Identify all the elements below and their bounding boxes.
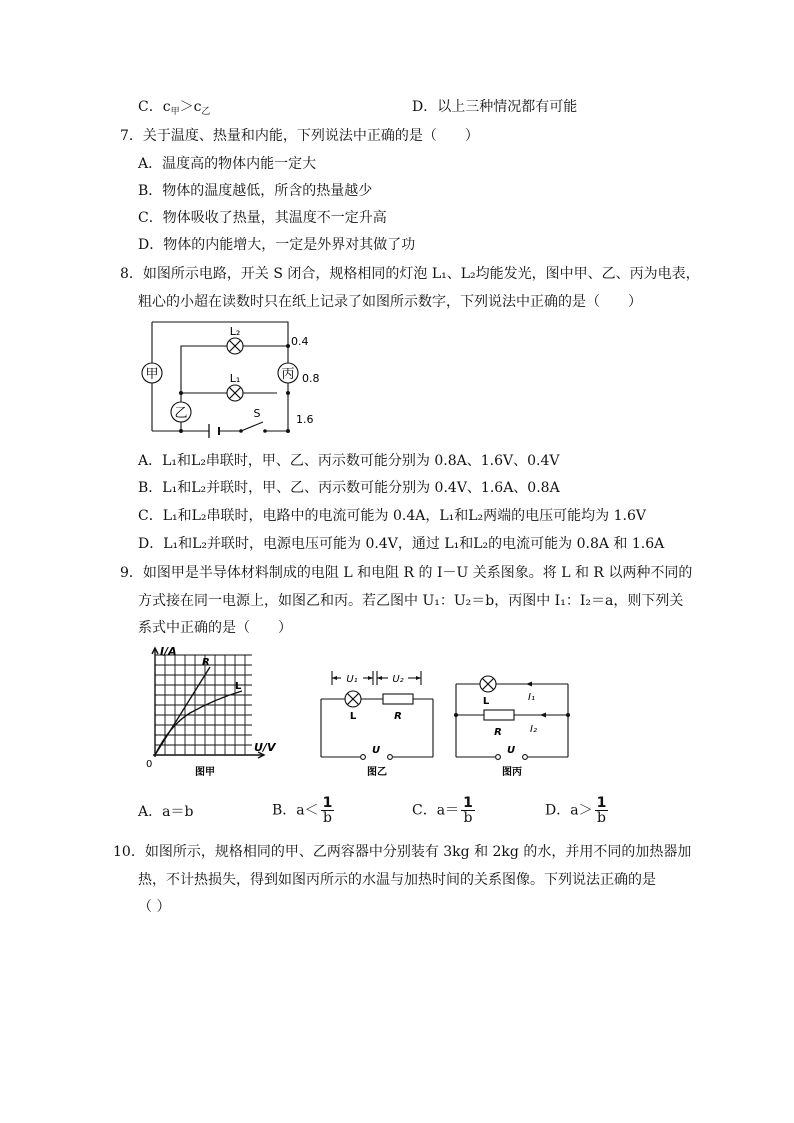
q10-stem-line3: （ ） (138, 899, 171, 915)
series-u-label: U (371, 745, 381, 756)
q7-option-c: C．物体吸收了热量，其温度不一定升高 (138, 210, 387, 226)
q7-option-d: D．物体的内能增大，一定是外界对其做了功 (138, 237, 416, 253)
series-caption: 图乙 (367, 767, 387, 778)
reading-0-4: 0.4 (291, 335, 309, 348)
meter-bing-label: 丙 (281, 367, 295, 382)
q6-option-c: C．$c_甲>c_乙$ (138, 99, 211, 117)
q8-option-c: C．L₁和L₂串联时，电路中的电流可能为 0.4A，L₁和L₂两端的电压可能均为 1.6V (138, 508, 646, 524)
graph-jia-caption: 图甲 (195, 767, 215, 778)
q9-option-d: D．a＞ $\frac{1}{b}$ (545, 795, 607, 826)
curve-l-label: L (235, 681, 242, 692)
graph-xlabel: U/V (254, 741, 276, 754)
reading-1-6: 1.6 (296, 413, 314, 426)
q7-option-b: B．物体的温度越低，所含的热量越少 (138, 183, 373, 199)
meter-yi-label: 乙 (174, 406, 188, 421)
curve-r-label: R (202, 657, 210, 668)
series-l-label: L (349, 711, 357, 722)
q6-option-d: D．以上三种情况都有可能 (412, 99, 578, 115)
parallel-i1-label: I₁ (528, 692, 535, 703)
q9-stem-line1: 9．如图甲是半导体材料制成的电阻 L 和电阻 R 的 I－U 关系图象。将 L 和 R 以两种不同的 (120, 565, 693, 581)
q9-option-c: C．a＝ $\frac{1}{b}$ (412, 795, 473, 826)
graph-ylabel: I/A (160, 645, 177, 658)
fraction-1-over-b: $\frac{1}{b}$ (596, 795, 607, 826)
q7-stem: 7．关于温度、热量和内能，下列说法中正确的是（ ） (120, 128, 479, 144)
q9-stem-line2: 方式接在同一电源上，如图乙和丙。若乙图中 U₁：U₂＝b，丙图中 I₁：I₂＝a，则下列关 (138, 593, 684, 609)
switch-label: S (253, 407, 261, 420)
parallel-r-label: R (494, 727, 502, 738)
q8-circuit-figure (135, 315, 335, 440)
series-u2-label: U₂ (392, 674, 404, 685)
lamp-l2-label: L₂ (229, 325, 241, 338)
q9-option-b: B．a＜ $\frac{1}{b}$ (272, 795, 333, 826)
q7-option-a: A．温度高的物体内能一定大 (138, 156, 317, 172)
q8-option-a: A．L₁和L₂串联时，甲、乙、丙示数可能分别为 0.8A、1.6V、0.4V (138, 453, 560, 469)
q8-option-d: D．L₁和L₂并联时，电源电压可能为 0.4V，通过 L₁和L₂的电流可能为 0.8A 和 1.6A (138, 536, 665, 552)
q10-stem-line1: 10．如图所示，规格相同的甲、乙两容器中分别装有 3kg 和 2kg 的水，并用不同的加热器加 (113, 844, 692, 860)
lamp-l1-label: L₁ (229, 372, 241, 385)
series-u1-label: U₁ (346, 674, 358, 685)
parallel-l-label: L (482, 696, 490, 707)
q8-stem-line2: 粗心的小超在读数时只在纸上记录了如图所示数字，下列说法中正确的是（ ） (138, 294, 642, 310)
q8-stem-line1: 8．如图所示电路，开关 S 闭合，规格相同的灯泡 L₁、L₂均能发光，图中甲、乙、丙为电表， (120, 266, 700, 282)
q9-series-circuit (315, 665, 440, 780)
reading-0-8: 0.8 (302, 372, 320, 385)
q9-option-a: A．a＝b (138, 804, 194, 820)
graph-origin: 0 (146, 759, 153, 770)
q9-graph-jia (140, 645, 280, 780)
series-r-label: R (394, 711, 402, 722)
q9-stem-line3: 系式中正确的是（ ） (138, 620, 292, 636)
parallel-u-label: U (506, 745, 516, 756)
q8-option-b: B．L₁和L₂并联时，甲、乙、丙示数可能分别为 0.4V、1.6A、0.8A (138, 480, 560, 496)
q10-stem-line2: 热，不计热损失，得到如图丙所示的水温与加热时间的关系图像。下列说法正确的是 (138, 872, 656, 888)
parallel-caption: 图丙 (502, 767, 522, 778)
fraction-1-over-b: $\frac{1}{b}$ (463, 795, 473, 826)
parallel-i2-label: I₂ (530, 724, 537, 735)
meter-jia-label: 甲 (145, 367, 159, 382)
q9-parallel-circuit (450, 672, 575, 782)
fraction-1-over-b: $\frac{1}{b}$ (322, 795, 333, 826)
